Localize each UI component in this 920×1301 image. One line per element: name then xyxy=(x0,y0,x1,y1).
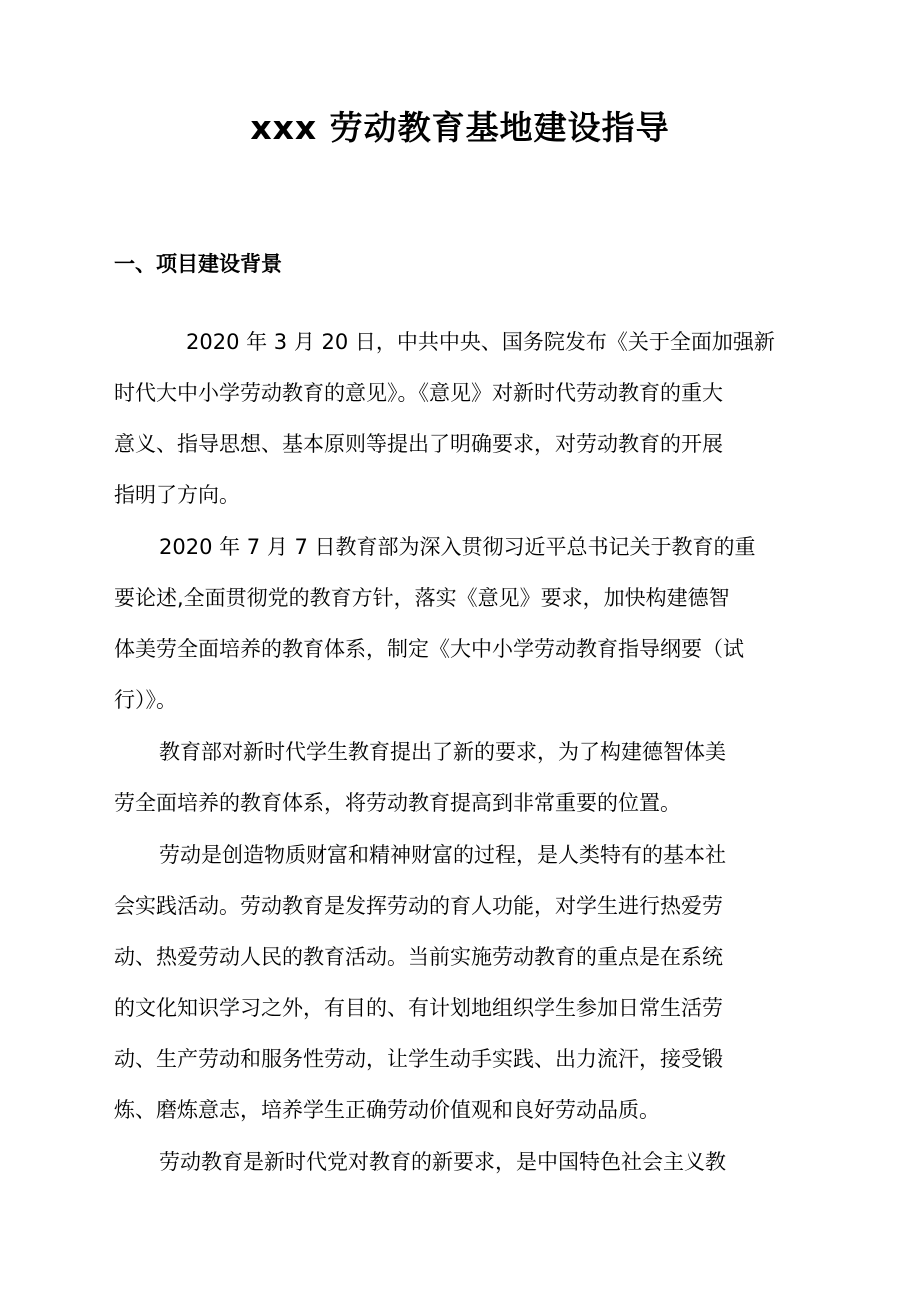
paragraph-2-line-1: 2020 年 7 月 7 日教育部为深入贯彻习近平总书记关于教育的重 xyxy=(159,535,756,559)
document-title: xxx 劳动教育基地建设指导 xyxy=(250,108,670,147)
paragraph-4-line-4: 的文化知识学习之外，有目的、有计划地组织学生参加日常生活劳 xyxy=(114,996,723,1020)
paragraph-4-line-3: 动、热爱劳动人民的教育活动。当前实施劳动教育的重点是在系统 xyxy=(114,945,723,969)
paragraph-1-line-3: 意义、指导思想、基本原则等提出了明确要求，对劳动教育的开展 xyxy=(114,432,723,456)
paragraph-5-line-1: 劳动教育是新时代党对教育的新要求，是中国特色社会主义教 xyxy=(159,1150,726,1174)
paragraph-4-line-1: 劳动是创造物质财富和精神财富的过程，是人类特有的基本社 xyxy=(159,843,726,867)
paragraph-1-line-4: 指明了方向。 xyxy=(114,483,240,507)
paragraph-2-line-3: 体美劳全面培养的教育体系，制定《大中小学劳动教育指导纲要（试 xyxy=(114,637,744,661)
paragraph-2-line-2: 要论述,全面贯彻党的教育方针，落实《意见》要求，加快构建德智 xyxy=(114,586,730,610)
paragraph-1-line-1: 2020 年 3 月 20 日，中共中央、国务院发布《关于全面加强新 xyxy=(165,330,775,354)
paragraph-3-line-1: 教育部对新时代学生教育提出了新的要求，为了构建德智体美 xyxy=(159,740,726,764)
paragraph-4-line-5: 动、生产劳动和服务性劳动，让学生动手实践、出力流汗，接受锻 xyxy=(114,1047,723,1071)
paragraph-2-line-4: 行）》。 xyxy=(114,688,177,712)
section-heading: 一、项目建设背景 xyxy=(114,252,282,276)
paragraph-3-line-2: 劳全面培养的教育体系，将劳动教育提高到非常重要的位置。 xyxy=(114,791,681,815)
paragraph-4-line-2: 会实践活动。劳动教育是发挥劳动的育人功能，对学生进行热爱劳 xyxy=(114,894,723,918)
paragraph-1-line-2: 时代大中小学劳动教育的意见》。《意见》对新时代劳动教育的重大 xyxy=(114,381,723,405)
paragraph-4-line-6: 炼、磨炼意志，培养学生正确劳动价值观和良好劳动品质。 xyxy=(114,1098,660,1122)
